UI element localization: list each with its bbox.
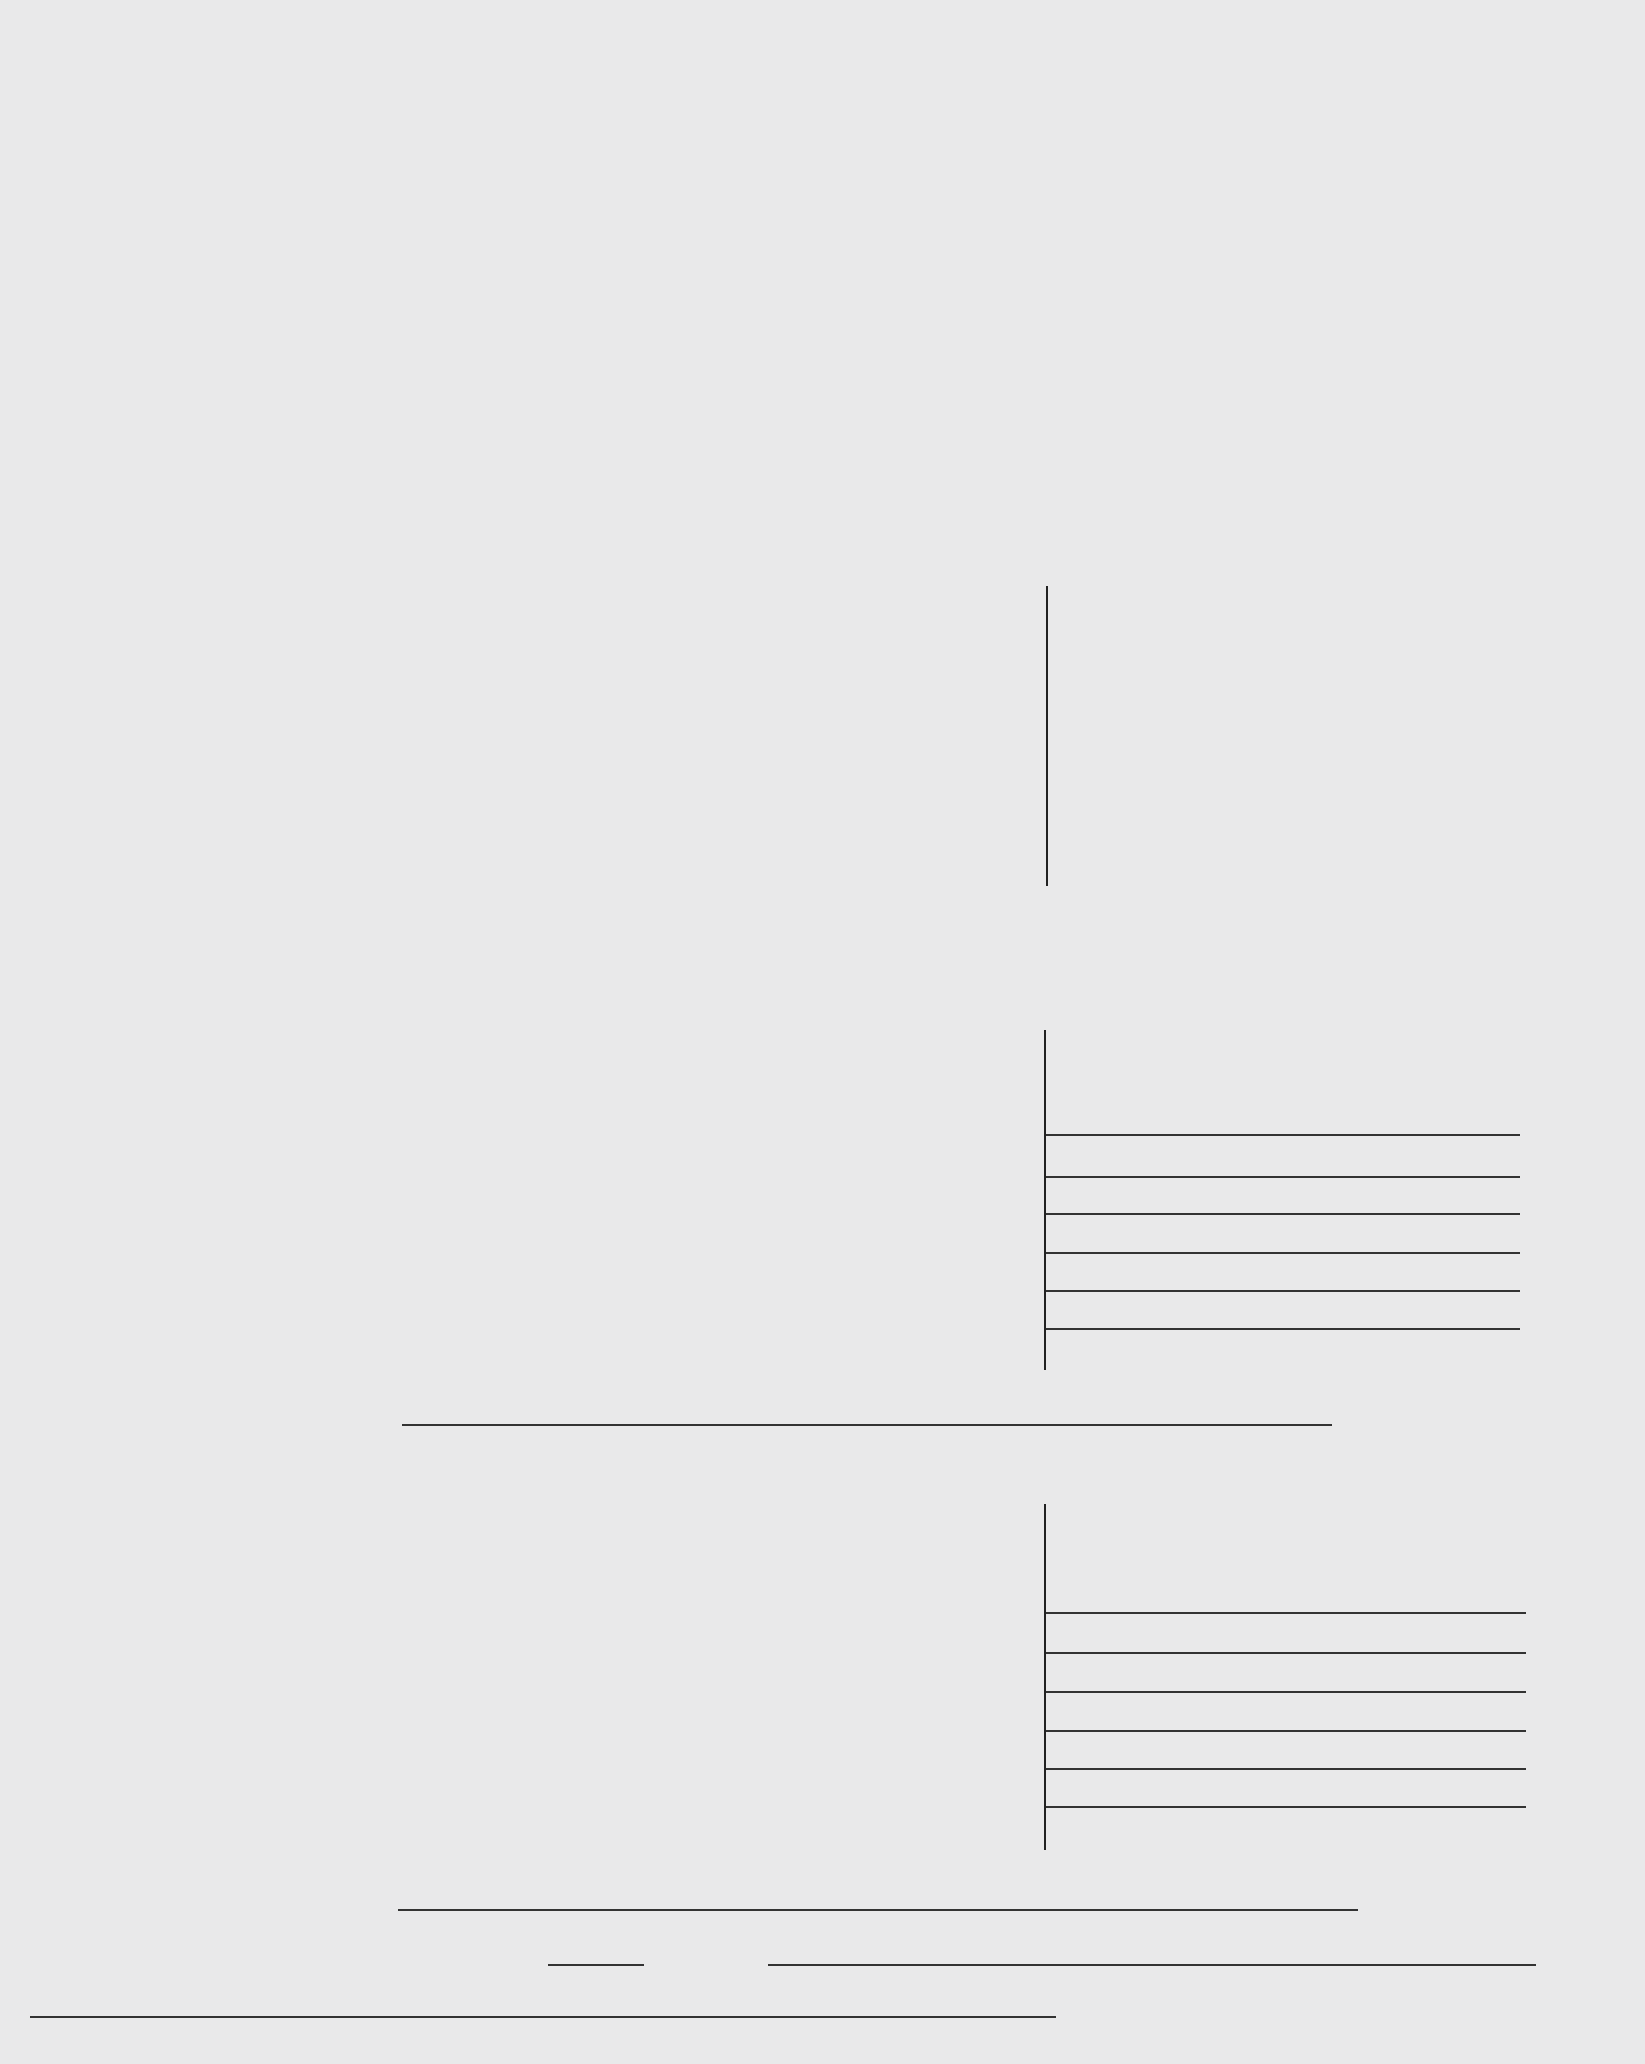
part-b-line-2[interactable] [1046,1176,1520,1178]
part-e-answer-box [1044,1504,1046,1850]
indices-list [1046,586,1488,886]
part-f-explain-line[interactable] [768,1964,1536,1966]
part-e-line-3[interactable] [1046,1691,1526,1693]
part-b-line-1[interactable] [1046,1134,1520,1136]
part-e-line-5[interactable] [1046,1768,1526,1770]
part-e-line-4[interactable] [1046,1730,1526,1732]
part-b-answer-box [1044,1030,1046,1370]
part-d-answer-line[interactable] [398,1909,1358,1911]
part-b-line-6[interactable] [1046,1328,1520,1330]
part-e-line-2[interactable] [1046,1652,1526,1654]
part-b-line-4[interactable] [1046,1252,1520,1254]
part-f-explain-line-2[interactable] [30,2016,1056,2018]
part-a-answer-line[interactable] [402,1424,1332,1426]
part-b-line-3[interactable] [1046,1213,1520,1215]
part-b-line-5[interactable] [1046,1290,1520,1292]
part-f-optimal-line[interactable] [548,1964,644,1966]
part-e-line-6[interactable] [1046,1806,1526,1808]
part-e-line-1[interactable] [1046,1612,1526,1614]
